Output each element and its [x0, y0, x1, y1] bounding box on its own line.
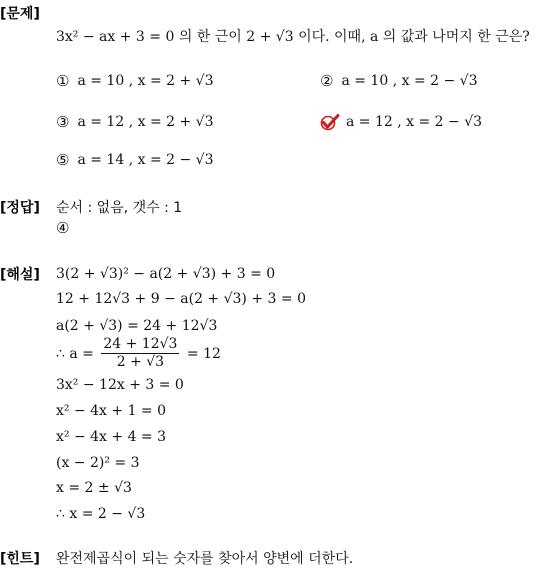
solution-line-8: x = 2 ± √3 [56, 480, 132, 496]
fraction-suffix: = 12 [186, 345, 221, 362]
option-3[interactable] [56, 113, 214, 131]
answer-value: ④ [56, 219, 70, 237]
fraction-denominator: 2 + √3 [116, 354, 165, 371]
option-number: ① [56, 72, 70, 90]
option-number: ⑤ [56, 151, 70, 169]
hint-label: [힌트] [0, 551, 40, 567]
solution-line-7: (x − 2)² = 3 [56, 455, 140, 471]
option-1[interactable] [56, 72, 214, 90]
option-5[interactable] [56, 151, 214, 169]
hint-text: 완전제곱식이 되는 숫자를 찾아서 양변에 더한다. [56, 551, 354, 567]
option-text: a = 10 , x = 2 − √3 [341, 73, 478, 89]
answer-order-text: 순서 : 없음, 갯수 : 1 [56, 200, 183, 216]
option-text: a = 12 , x = 2 + √3 [77, 114, 214, 130]
question-text: 3x² − ax + 3 = 0 의 한 근이 2 + √3 이다. 이때, a 의 값과 나머지 한 근은? [56, 29, 530, 45]
solution-line-3: a(2 + √3) = 24 + 12√3 [56, 318, 218, 334]
option-number: ③ [56, 113, 70, 131]
solution-line-6: x² − 4x + 4 = 3 [56, 429, 167, 445]
option-number: ② [320, 72, 334, 90]
question-label: [문제] [0, 6, 40, 22]
solution-label: [해설] [0, 267, 40, 283]
option-4[interactable] [320, 113, 482, 131]
fraction-numerator: 24 + 12√3 [101, 337, 179, 354]
fraction [101, 337, 179, 371]
solution-line-1: 3(2 + √3)² − a(2 + √3) + 3 = 0 [56, 266, 276, 282]
option-text: a = 14 , x = 2 − √3 [77, 152, 214, 168]
solution-line-9: ∴ x = 2 − √3 [56, 506, 146, 522]
checkmark-icon [320, 113, 338, 131]
option-text: a = 10 , x = 2 + √3 [77, 73, 214, 89]
solution-line-2: 12 + 12√3 + 9 − a(2 + √3) + 3 = 0 [56, 291, 306, 307]
solution-line-5: x² − 4x + 1 = 0 [56, 403, 167, 419]
option-2[interactable] [320, 72, 478, 90]
fraction-prefix: ∴ a = [56, 345, 94, 362]
answer-label: [정답] [0, 200, 40, 216]
solution-fraction-line [56, 337, 221, 371]
option-text: a = 12 , x = 2 − √3 [346, 114, 483, 130]
solution-line-4: 3x² − 12x + 3 = 0 [56, 377, 184, 393]
